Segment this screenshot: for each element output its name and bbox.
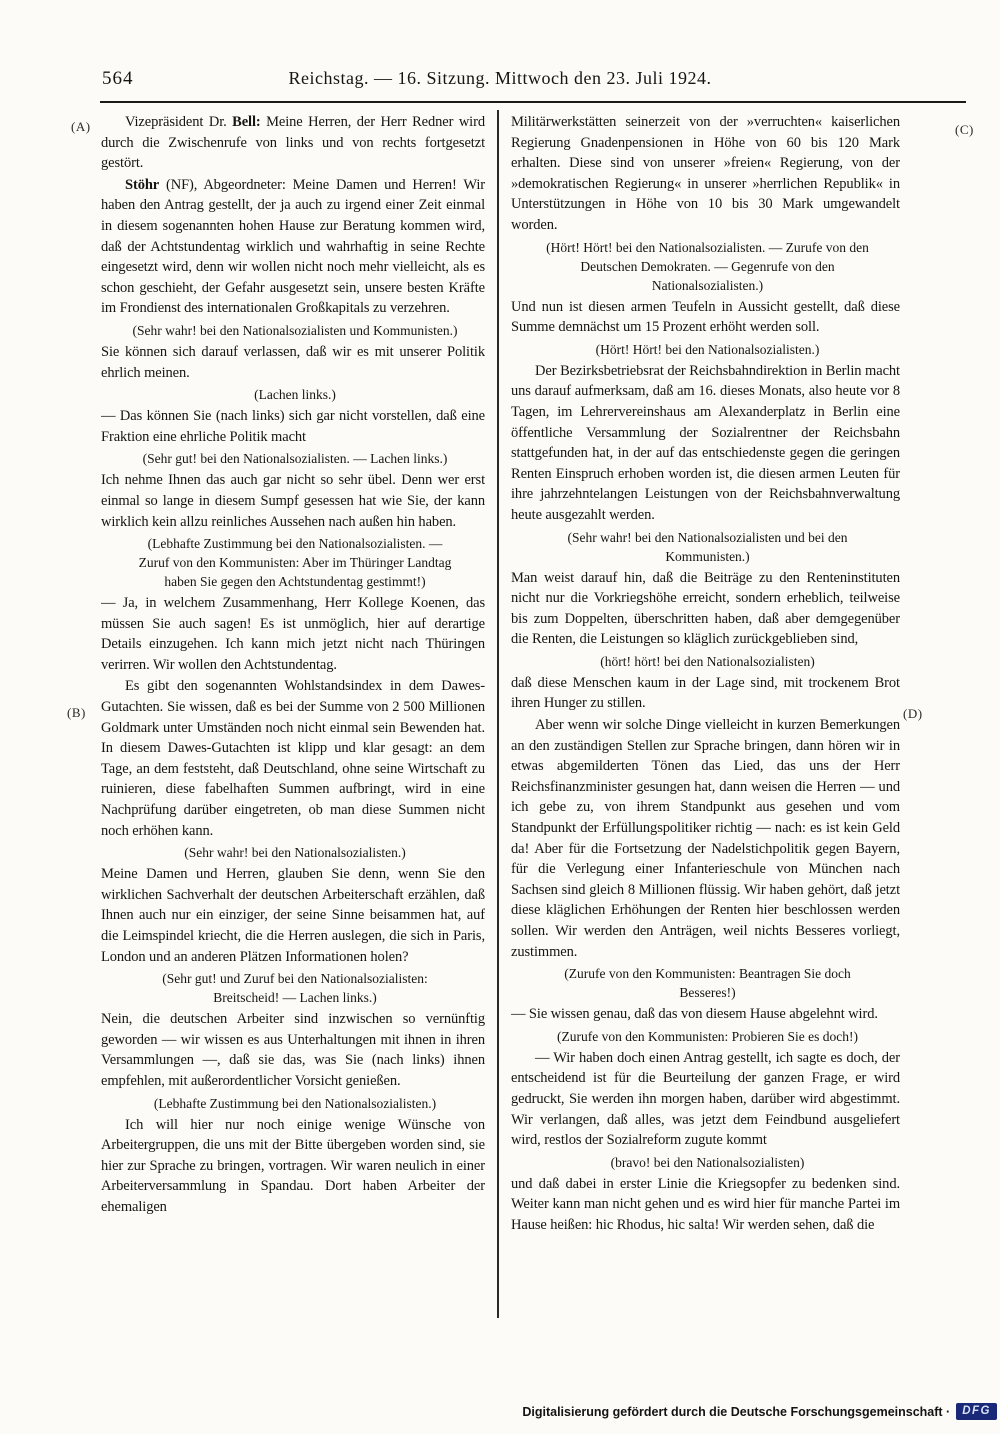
speech-paragraph: — Das können Sie (nach links) sich gar nicht vorstellen, daß eine Fraktion eine ehrliche Politik macht xyxy=(101,408,485,445)
margin-marker-d: (D) xyxy=(903,706,923,721)
speech-paragraph: — Ja, in welchem Zusammenhang, Herr Kollege Koenen, das müssen Sie auch sagen! Es ist unmöglich, hier auf derartige Details einzugehen. Ich kann mich jetzt nicht nach Thüringen verirren. Wir wollen den Achtstundentag. xyxy=(101,595,485,673)
interjection: (Hört! Hört! bei den Nationalsozialisten. — Zurufe von den Deutschen Demokraten. — Gegenrufe von den Nationalsozialisten.) xyxy=(546,239,869,293)
interjection: (Sehr wahr! bei den Nationalsozialisten und Kommunisten.) xyxy=(132,322,458,338)
margin-marker-b: (B) xyxy=(67,705,86,720)
speech-paragraph: Militärwerkstätten seinerzeit von der »verruchten« kaiserlichen Regierung Gnadenpensionen in Höhe von 60 bis 120 Mark erhalten. Diese sind von unserer »freien« Regierung, von der »demokratischen Regierung« in unserer »herrlichen Republik« in Unterstützungen in Höhe von 10 bis 30 Mark umgewandelt worden. xyxy=(511,114,900,233)
page-number: 564 xyxy=(102,68,134,89)
speech-paragraph: Und nun ist diesen armen Teufeln in Aussicht gestellt, daß diese Summe demnächst um 15 Prozent erhöht werden soll. xyxy=(511,298,900,336)
speech-paragraph: Meine Damen und Herren, glauben Sie denn, wenn Sie den wirklichen Sachverhalt der deutschen Arbeiterschaft erzählen, daß Ihnen auch nur ein einziger, der seine Sinne beisammen hat, auf die Leimspindel kriecht, die die Herren auslegen, die sich in Paris, London und an anderen Plätzen Informationen holen? xyxy=(101,866,485,965)
speech-paragraph xyxy=(101,175,485,319)
margin-marker-c: (C) xyxy=(955,122,974,137)
speech-paragraph: Aber wenn wir solche Dinge vielleicht in kurzen Bemerkungen an den zuständigen Stellen zur Sprache bringen, dann hören wir in etwas abgemilderten Tönen das Lied, das uns der Herr Reichsfinanzminister gesungen hat, dann weisen die Herren — und ich gebe zu, von ihrem Standpunkt aus gesehen und vom Standpunkt der Erfüllungspolitiker richtig — nach: es ist kein Geld da! Aber für die Fortsetzung der Nadelstichpolitik gegen Bayern, für die Verlegung einer Infanterieschule von München nach Sachsen sind gleich 8 Millionen flüssig. Wir haben gehört, daß jetzt diese kläglichen Erhöhungen der Renten hier beschlossen werden sollen. Wir werden den Anträgen, weil nichts Besseres vorliegt, zustimmen. xyxy=(511,717,900,960)
interjection: (Lebhafte Zustimmung bei den Nationalsozialisten.) xyxy=(153,1095,437,1111)
interjection: (Hört! Hört! bei den Nationalsozialisten.) xyxy=(595,341,820,357)
column-divider xyxy=(497,110,499,1318)
speaker-name: Bell: xyxy=(232,114,261,130)
interjection: (Zurufe von den Kommunisten: Beantragen Sie doch Besseres!) xyxy=(564,966,851,1001)
header-rule xyxy=(100,101,966,103)
margin-marker-a: (A) xyxy=(71,119,91,134)
speech-paragraph: Nein, die deutschen Arbeiter sind inzwischen so vernünftig geworden — wir wissen es aus Unterhaltungen mit ihnen in ihren Versammlungen —, daß sie das, was Sie (nach links) ihnen empfehlen, mit außerordentlicher Vorsicht genießen. xyxy=(101,1011,485,1089)
speech-paragraph: Ich will hier nur noch einige wenige Wünsche von Arbeitergruppen, die uns mit der Bitte übergeben worden sind, sie hier zur Sprache zu bringen, vortragen. Wir waren neulich in einer Arbeiterversammlung in Spandau. Dort haben Arbeiter der ehemaligen xyxy=(101,1116,485,1215)
speech-text: Meine Herren, der Herr Redner wird durch die Zwischenrufe von links und von rechts fortgesetzt gestört. xyxy=(101,114,485,172)
interjection: (Sehr wahr! bei den Nationalsozialisten und bei den Kommunisten.) xyxy=(567,529,848,564)
speech-paragraph xyxy=(101,112,485,174)
speech-paragraph: — Wir haben doch einen Antrag gestellt, ich sagte es doch, der entscheidend ist für die Beurteilung der ganzen Frage, er wird gedruckt, Sie werden ihn morgen haben, darüber wird abgestimmt. Wir verlangen, daß alles, was jetzt dem Feindbund ausgeliefert wird, restlos der Sozialreform zugute kommt xyxy=(511,1049,900,1149)
header-title: Reichstag. — 16. Sitzung. Mittwoch den 23. Juli 1924. xyxy=(288,68,712,88)
speech-paragraph: Ich nehme Ihnen das auch gar nicht so sehr übel. Denn wer erst einmal so lange in diesem Sumpf gesessen hat wie Sie, der kann wirklich kein allzu reinliches Aussehen nach außen hin haben. xyxy=(101,472,485,530)
speech-paragraph: — Sie wissen genau, daß das von diesem Hause abgelehnt wird. xyxy=(511,1006,878,1023)
speech-paragraph: Man weist darauf hin, daß die Beiträge zu den Renteninstituten nicht nur die Vorkriegshöhe erreicht, sondern erheblich, teilweise bis zum Doppelten, überschritten haben, daß aber demgegenüber die Renten, die Leistungen so kläglich zurückgeblieben sind, xyxy=(511,569,900,648)
speech-paragraph: Der Bezirksbetriebsrat der Reichsbahndirektion in Berlin macht uns darauf aufmerksam, daß am 16. dieses Monats, also heute vor 8 Tagen, im Lehrervereinshaus am Alexanderplatz in Berlin eine öffentliche Versammlung der Sozialrentner der Reichsbahn stattgefunden hat, in der auf das entschiedenste gegen die geringen Renten Einspruch erhoben worden ist, die diesen armen Leuten für ihre jahrzehntelangen Leistungen von der Reichsbahnverwaltung heute ausgezahlt werden. xyxy=(511,362,900,523)
interjection: (Lachen links.) xyxy=(254,387,336,403)
left-column xyxy=(101,112,485,1314)
speech-paragraph: daß diese Menschen kaum in der Lage sind, mit trockenem Brot ihren Hunger zu stillen. xyxy=(511,674,900,712)
interjection: (Sehr gut! bei den Nationalsozialisten. — Lachen links.) xyxy=(142,451,448,467)
interjection: (hört! hört! bei den Nationalsozialisten) xyxy=(600,653,815,669)
dfg-logo: DFG xyxy=(956,1403,997,1420)
footer-credit-text: Digitalisierung gefördert durch die Deutsche Forschungsgemeinschaft · xyxy=(522,1404,951,1419)
speaker-name: Stöhr xyxy=(125,176,160,193)
interjection: (Zurufe von den Kommunisten: Probieren Sie es doch!) xyxy=(556,1028,859,1044)
speech-paragraph: Sie können sich darauf verlassen, daß wir es mit unserer Politik ehrlich meinen. xyxy=(101,343,485,381)
speech-text: (NF), Abgeordneter: Meine Damen und Herren! Wir haben den Antrag gestellt, der ja auch zu irgend einer Zeit einmal in diesem sogenannten hohen Hause zur Beratung kommen wird, daß der Achtstundentag wirklich und wahrhaftig in seine Rechte eingesetzt wird, denn wir wollen nicht noch mehr vielleicht, als es schon geschieht, der Gefahr ausgesetzt sein, unsere besten Kräfte im Frondienst des internationalen Großkapitals zu verzehren. xyxy=(101,176,485,317)
interjection: (Lebhafte Zustimmung bei den Nationalsozialisten. — Zuruf von den Kommunisten: Aber im Thüringer Landtag haben Sie gegen den Achtstundentag gestimmt!) xyxy=(138,536,452,590)
interjection: (Sehr wahr! bei den Nationalsozialisten.) xyxy=(184,845,406,861)
interjection: (bravo! bei den Nationalsozialisten) xyxy=(610,1154,805,1170)
speaker-role: Vizepräsident Dr. xyxy=(125,114,233,130)
interjection: (Sehr gut! und Zuruf bei den Nationalsozialisten: Breitscheid! — Lachen links.) xyxy=(162,971,428,1006)
speech-paragraph: Es gibt den sogenannten Wohlstandsindex in dem Dawes-Gutachten. Sie wissen, daß es bei der Summe von 2 500 Millionen Goldmark unter Umständen noch nicht einmal sein Bewenden hat. In diesem Dawes-Gutachten ist klipp und klar gesagt: an dem Tage, an dem feststeht, daß Deutschland, ohne seine Wirtschaft zu ruinieren, diese fabelhaften Summen aufbringt, wird in eine Nachprüfung darüber eingetreten, ob man diese Summen nicht noch erhöhen kann. xyxy=(101,678,485,839)
digitization-footer xyxy=(0,1403,997,1420)
speech-paragraph: und daß dabei in erster Linie die Kriegsopfer zu bedenken sind. Weiter kann man nicht gehen und es wird hier für manche Partei im Hause heißen: hic Rhodus, hic salta! Wir werden sehen, daß die xyxy=(511,1175,900,1233)
right-column xyxy=(511,112,900,1318)
